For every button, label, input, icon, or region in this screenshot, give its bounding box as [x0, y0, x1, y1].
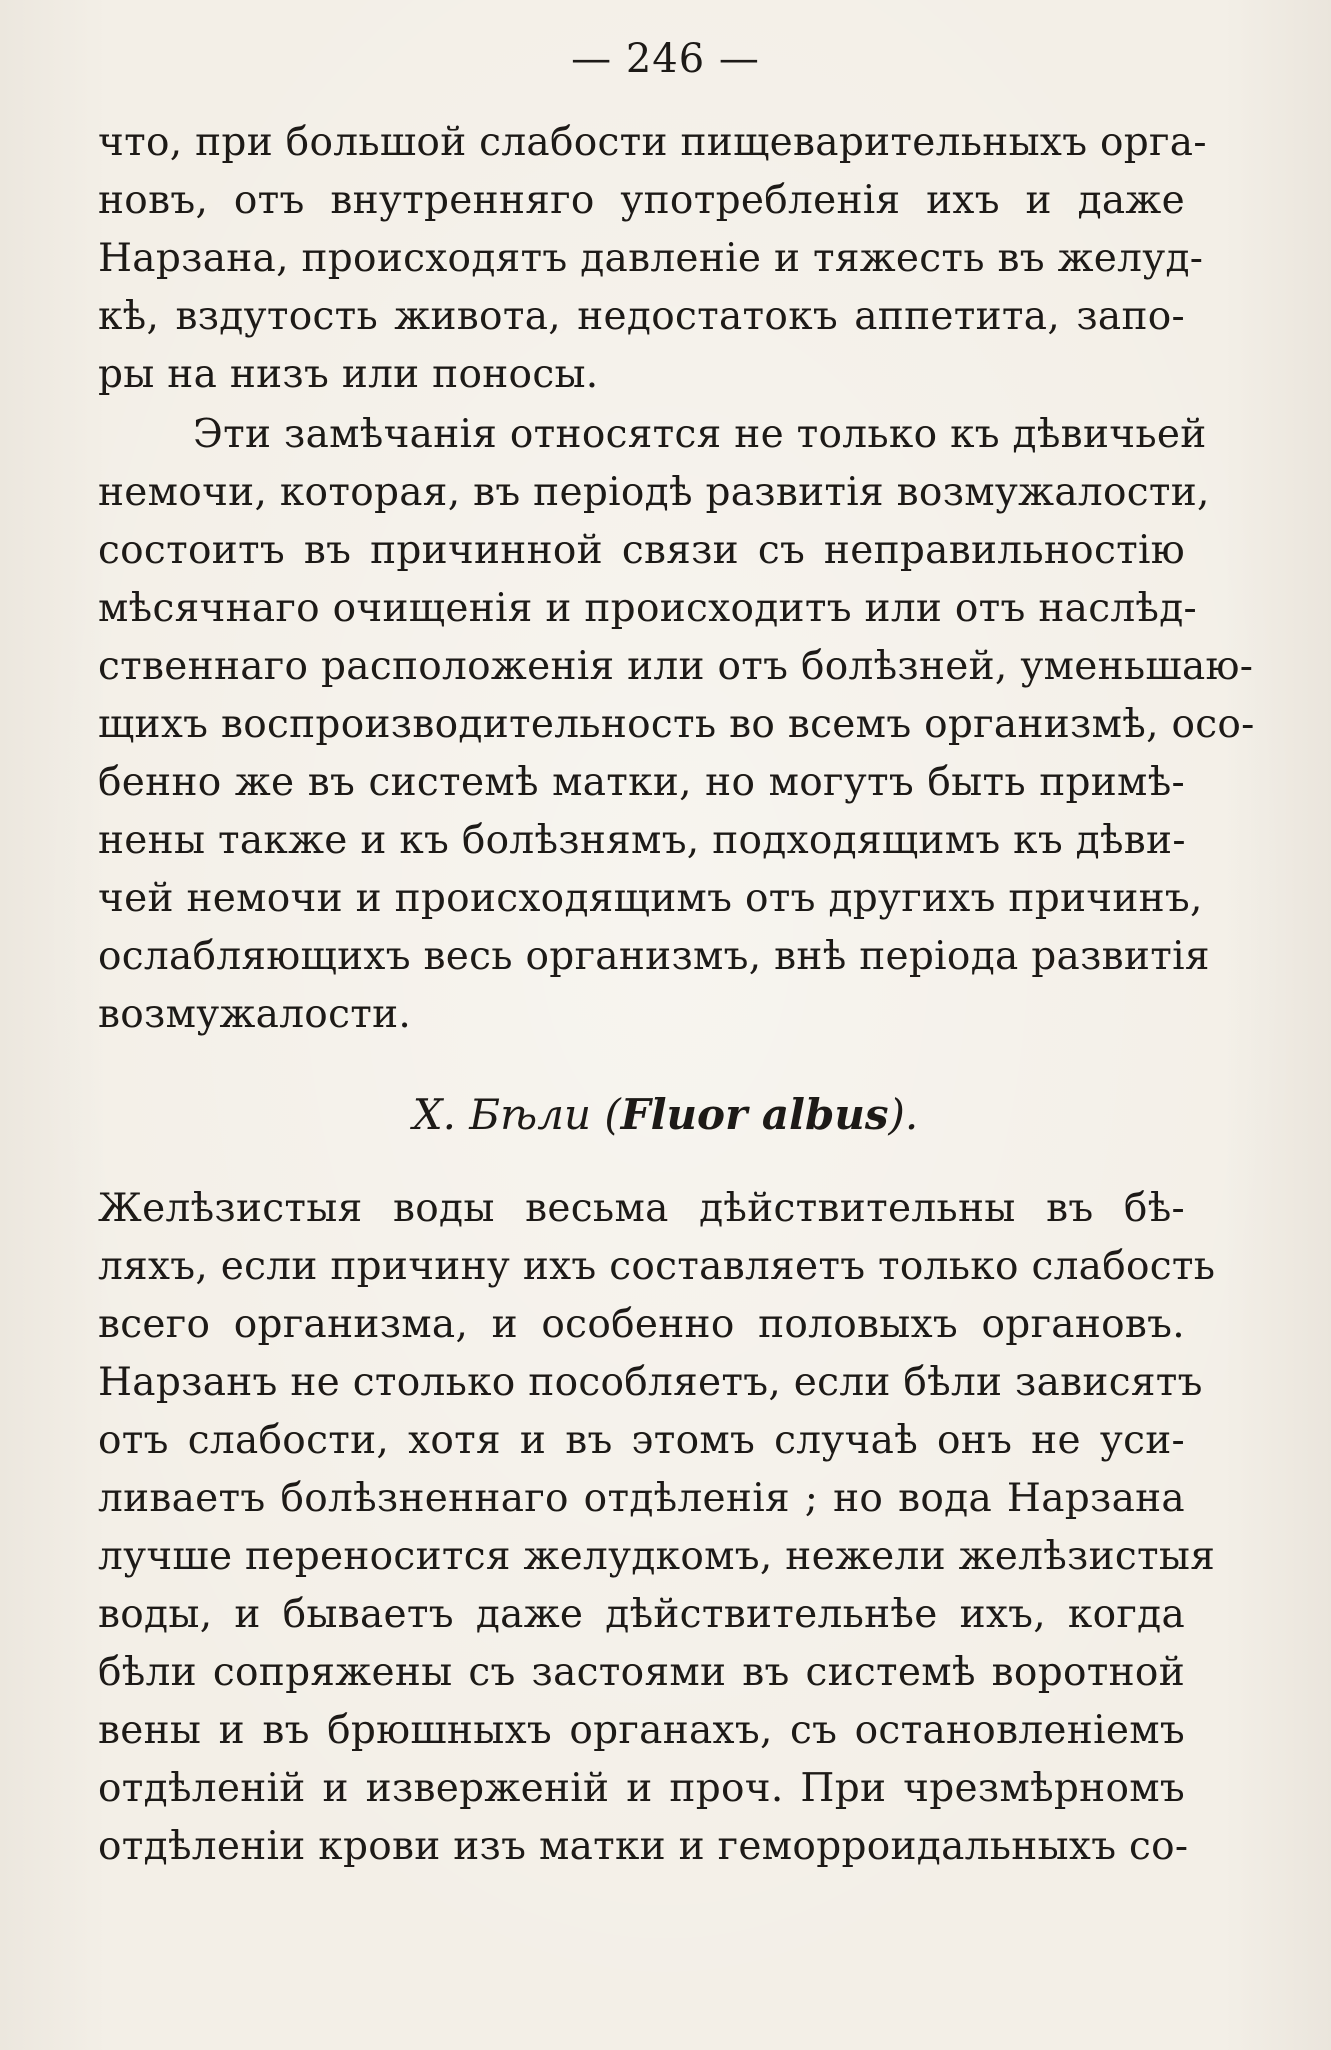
text-line: отъ слабости, хотя и въ этомъ случаѣ онъ не уси-	[98, 1418, 1185, 1463]
section-heading-suffix: ).	[888, 1090, 919, 1139]
text-line: щихъ воспроизводительность во всемъ организмѣ, осо-	[98, 702, 1255, 747]
text-line: отдѣленіи крови изъ матки и геморроидальныхъ со-	[98, 1824, 1189, 1869]
text-line: состоитъ въ причинной связи съ неправильностію	[98, 528, 1185, 573]
paragraph-1	[98, 114, 1207, 404]
text-line: немочи, которая, въ періодѣ развитія возмужалости,	[98, 470, 1210, 515]
paragraph-2	[98, 406, 1255, 1044]
text-line: Нарзана, происходятъ давленіе и тяжесть въ желуд-	[98, 236, 1204, 281]
section-heading-latin: Fluor albus	[620, 1090, 889, 1139]
text-line: что, при большой слабости пищеварительныхъ орга-	[98, 120, 1207, 165]
text-line: отдѣленій и изверженій и проч. При чрезмѣрномъ	[98, 1766, 1185, 1811]
paragraph-3	[98, 1180, 1216, 1876]
text-line: ослабляющихъ весь организмъ, внѣ періода развитія	[98, 934, 1210, 979]
text-line: ляхъ, если причину ихъ составляетъ только слабость	[98, 1244, 1216, 1289]
text-line: бѣли сопряжены съ застоями въ системѣ воротной	[98, 1650, 1185, 1695]
text-line: Эти замѣчанія относятся не только къ дѣвичьей	[193, 412, 1207, 457]
page-number: — 246 —	[571, 36, 760, 82]
text-line: воды, и бываетъ даже дѣйствительнѣе ихъ, когда	[98, 1592, 1185, 1637]
text-line: ственнаго расположенія или отъ болѣзней, уменьшаю-	[98, 644, 1254, 689]
section-heading	[0, 1090, 1331, 1139]
text-line: кѣ, вздутость живота, недостатокъ аппетита, запо-	[98, 294, 1185, 339]
text-line: нены также и къ болѣзнямъ, подходящимъ къ дѣви-	[98, 818, 1186, 863]
text-line: возмужалости.	[98, 992, 412, 1037]
text-line: Нарзанъ не столько пособляетъ, если бѣли зависятъ	[98, 1360, 1203, 1405]
text-line: всего организма, и особенно половыхъ органовъ.	[98, 1302, 1185, 1347]
text-line: лучше переносится желудкомъ, нежели желѣзистыя	[98, 1534, 1216, 1579]
text-line: мѣсячнаго очищенія и происходитъ или отъ наслѣд-	[98, 586, 1198, 631]
text-line: новъ, отъ внутренняго употребленія ихъ и даже	[98, 178, 1185, 223]
text-line: чей немочи и происходящимъ отъ другихъ причинъ,	[98, 876, 1203, 921]
text-line: Желѣзистыя воды весьма дѣйствительны въ бѣ-	[98, 1186, 1185, 1231]
text-line: вены и въ брюшныхъ органахъ, съ остановленіемъ	[98, 1708, 1185, 1753]
text-line: бенно же въ системѣ матки, но могутъ быть примѣ-	[98, 760, 1185, 805]
text-line: ливаетъ болѣзненнаго отдѣленія ; но вода Нарзана	[98, 1476, 1185, 1521]
text-line: ры на низъ или поносы.	[98, 352, 599, 397]
section-heading-prefix: X. Бѣли (	[412, 1090, 621, 1139]
